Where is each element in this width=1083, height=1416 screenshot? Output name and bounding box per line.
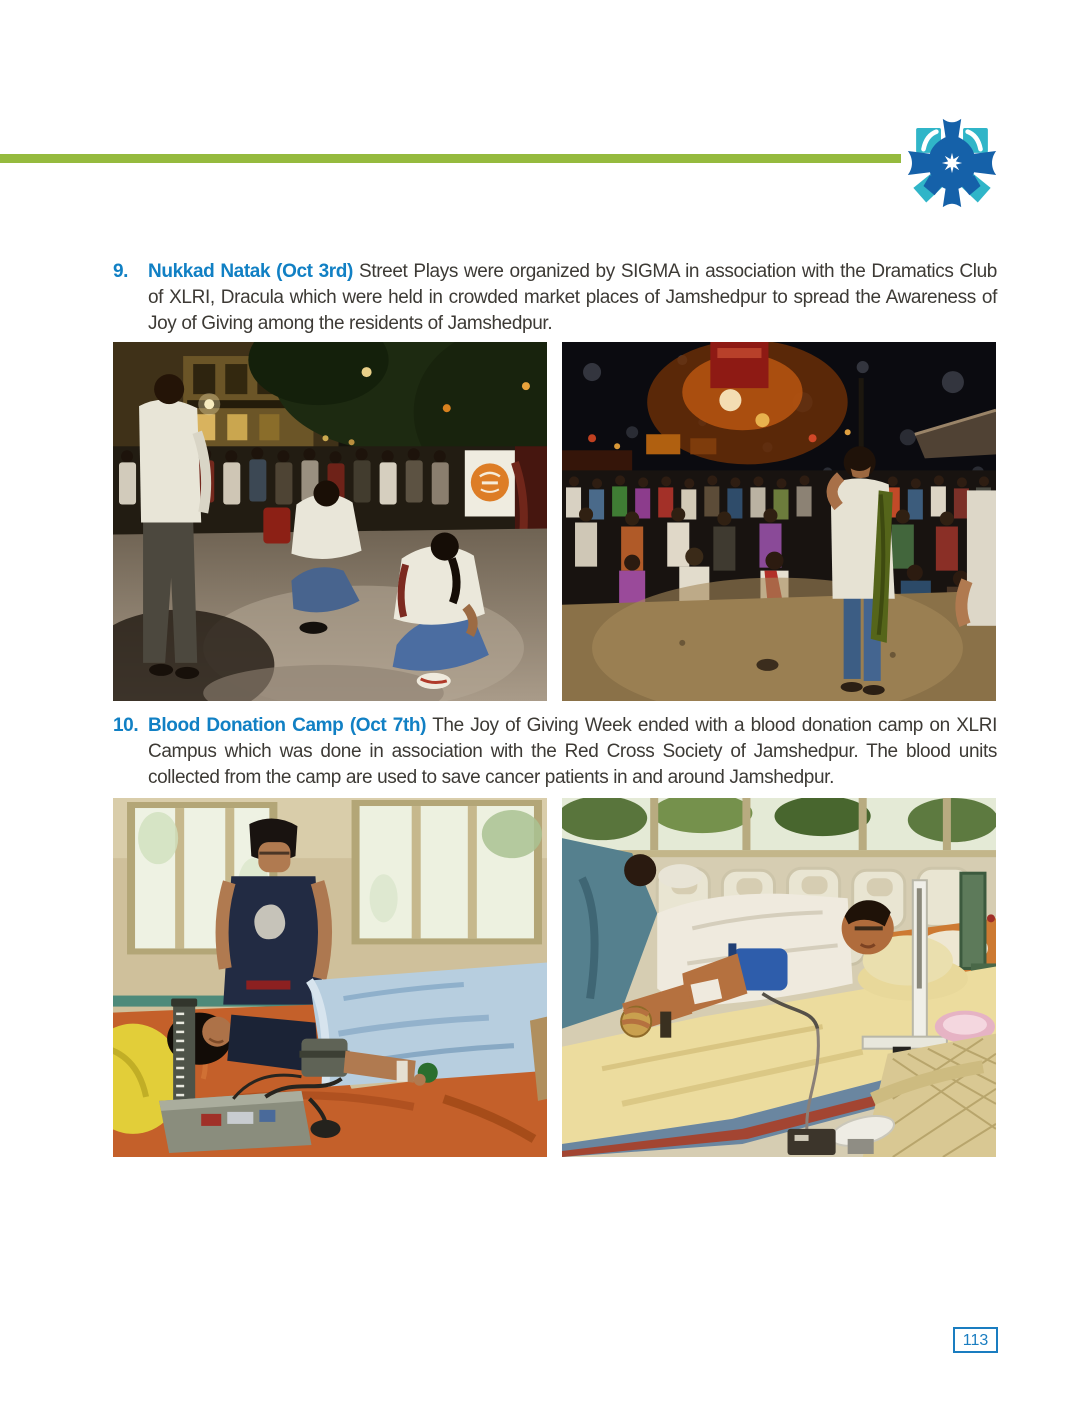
page-number: 113 (962, 1332, 989, 1349)
page-number-badge (953, 1327, 998, 1353)
photo-street-play-performers (113, 342, 547, 701)
photo-street-play-crowd (562, 342, 996, 701)
item-heading: Nukkad Natak (Oct 3rd) (148, 261, 353, 282)
item-number: 10. (113, 715, 139, 736)
photo-blood-donation-female-donor (113, 798, 547, 1157)
item-paragraph (148, 259, 997, 337)
item-paragraph (148, 713, 997, 791)
photo-grid-street-play (113, 342, 996, 701)
photo-blood-donation-male-donor (562, 798, 996, 1157)
item-body-text: Street Plays were organized by SIGMA in association with the Dramatics Club of XLRI, Dracula which were held in crowded market places of Jamshedpur to spread the Awareness of Joy of Giving among the residents of Jamshedpur. (148, 261, 997, 334)
list-item-9 (113, 259, 997, 337)
photo-grid-blood-donation (113, 798, 996, 1157)
list-item-10 (113, 713, 997, 791)
item-number: 9. (113, 261, 129, 282)
item-body-text: The Joy of Giving Week ended with a blood donation camp on XLRI Campus which was done in association with the Red Cross Society of Jamshedpur. The blood units collected from the camp are used to save cancer patients in and around Jamshedpur. (148, 715, 997, 788)
header-rule (0, 154, 901, 163)
item-heading: Blood Donation Camp (Oct 7th) (148, 715, 427, 736)
xlri-crest-logo-icon (906, 114, 998, 212)
